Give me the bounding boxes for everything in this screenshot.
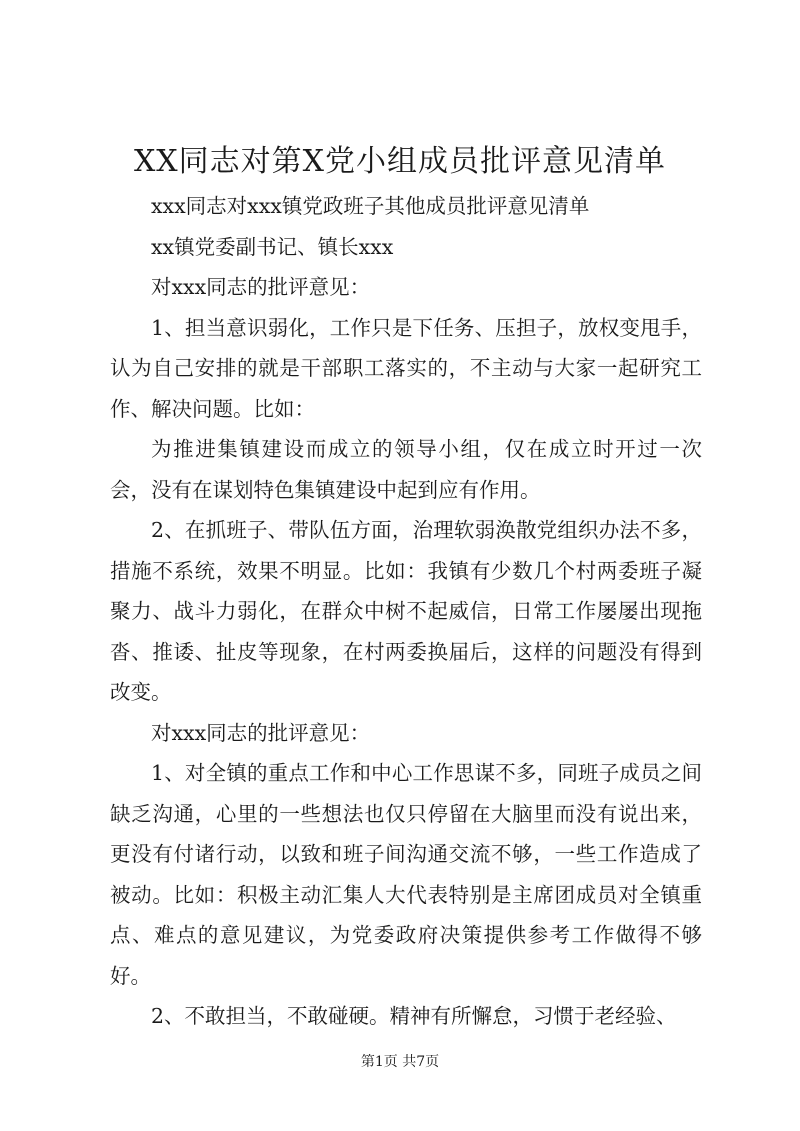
page-footer: 第1页 共7页 bbox=[360, 1054, 440, 1070]
body-paragraph: 2、在抓班子、带队伍方面，治理软弱涣散党组织办法不多，措施不系统，效果不明显。比如：我镇有少数几个村两委班子凝聚力、战斗力弱化，在群众中树不起威信，日常工作屡屡出现拖沓、推诿、扯皮等现象，在村两委换届后，这样的问题没有得到改变。 bbox=[110, 518, 702, 704]
body-paragraph: 1、担当意识弱化，工作只是下任务、压担子，放权变甩手，认为自己安排的就是干部职工落实的，不主动与大家一起研究工作、解决问题。比如： bbox=[110, 315, 702, 421]
document-title: XX同志对第X党小组成员批评意见清单 bbox=[133, 144, 667, 179]
subtitle-paragraph: xxx同志对xxx镇党政班子其他成员批评意见清单 bbox=[151, 194, 590, 218]
body-paragraph: 为推进集镇建设而成立的领导小组，仅在成立时开过一次会，没有在谋划特色集镇建设中起到应有作用。 bbox=[110, 437, 702, 502]
document-body bbox=[110, 186, 702, 1037]
section-heading: 对xxx同志的批评意见： bbox=[151, 720, 371, 745]
author-line: xx镇党委副书记、镇长xxx bbox=[151, 234, 394, 259]
section-heading: 对xxx同志的批评意见： bbox=[151, 275, 371, 299]
body-paragraph: 2、不敢担当，不敢碰硬。精神有所懈怠，习惯于老经验、 bbox=[151, 1004, 677, 1028]
body-paragraph: 1、对全镇的重点工作和中心工作思谋不多，同班子成员之间缺乏沟通，心里的一些想法也仅只停留在大脑里而没有说出来，更没有付诸行动，以致和班子间沟通交流不够，一些工作造成了被动。比如：积极主动汇集人大代表特别是主席团成员对全镇重点、难点的意见建议，为党委政府决策提供参考工作做得不够好。 bbox=[110, 761, 702, 988]
